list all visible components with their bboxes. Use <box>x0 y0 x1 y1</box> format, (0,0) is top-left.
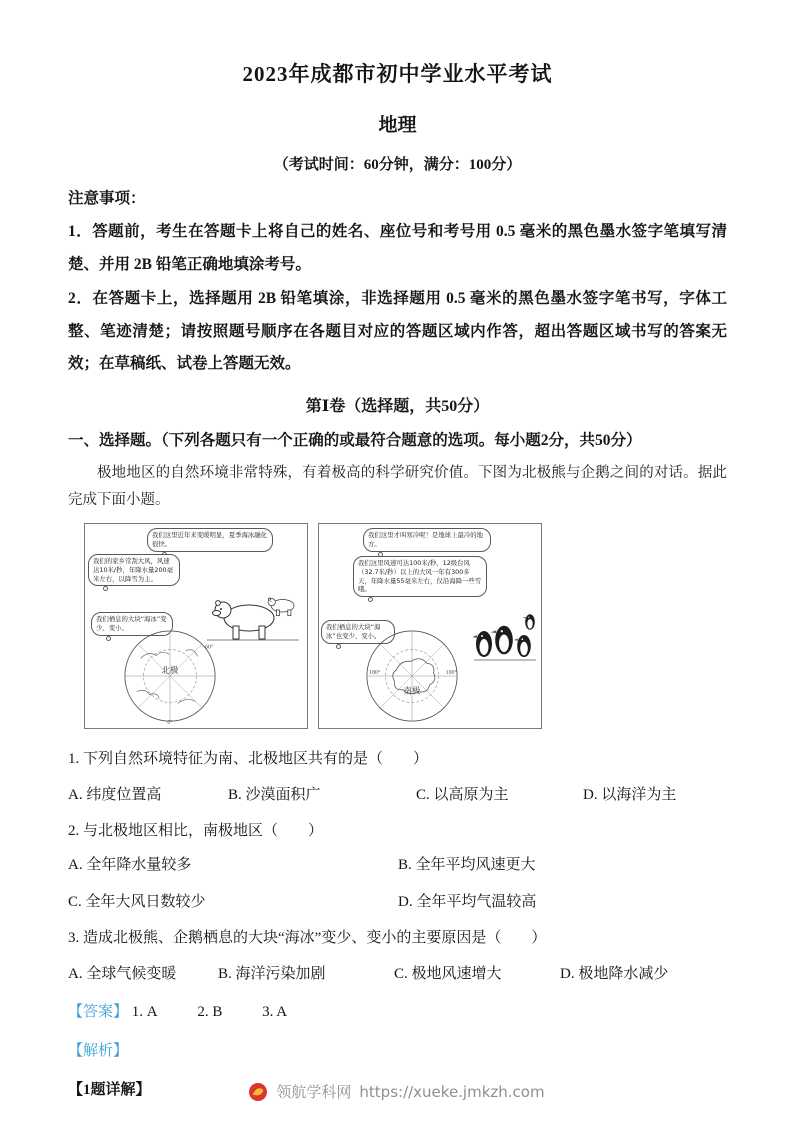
answer-item-1: 1. A <box>131 1004 158 1021</box>
question-2-stem: 2. 与北极地区相比，南极地区（ ） <box>68 823 324 840</box>
option-3a: A. 全球气候变暖 <box>68 966 177 983</box>
speech-bubble: 我们栖息的大块“海冰”也变少、变小。 <box>321 620 395 643</box>
footer-site-url[interactable]: https://xueke.jmkzh.com <box>359 1082 545 1101</box>
answer-label: 【答案】 <box>68 1004 129 1021</box>
speech-bubble: 我们这里才叫寒冷呢！是地球上最冷的地方。 <box>363 528 491 551</box>
map-longitude-label: 100° <box>445 670 457 677</box>
question-1-stem: 1. 下列自然环境特征为南、北极地区共有的是（ ） <box>68 751 429 768</box>
option-3b: B. 海洋污染加剧 <box>218 966 326 983</box>
option-3c: C. 极地风速增大 <box>394 966 502 983</box>
figure-antarctic <box>318 523 542 729</box>
option-1a: A. 纬度位置高 <box>68 787 162 804</box>
penguin-icon <box>472 576 538 664</box>
option-1c: C. 以高原为主 <box>416 787 509 804</box>
figure-arctic <box>84 523 308 729</box>
option-1d: D. 以海洋为主 <box>583 787 677 804</box>
map-center-label: 南极 <box>403 687 421 697</box>
speech-bubble: 我们的家乡常刮大风，风速达10米/秒，年降水量200毫米左右，以降雪为主。 <box>88 554 180 586</box>
map-center-label: 北极 <box>161 666 179 676</box>
analysis-label: 【解析】 <box>68 1043 129 1060</box>
detail-heading: 【1题详解】 <box>68 1082 151 1099</box>
section-instructions: 一、选择题。（下列各题只有一个正确的或最符合题意的选项。每小题2分，共50分） <box>68 431 642 449</box>
option-2a: A. 全年降水量较多 <box>68 857 192 874</box>
exam-title: 2023年成都市初中学业水平考试 <box>242 62 553 86</box>
map-longitude-label: 0° <box>167 720 173 727</box>
answer-item-2: 2. B <box>197 1004 223 1021</box>
speech-bubble: 我们这里近年来变暖明显，夏季海冰融化很快。 <box>147 528 273 551</box>
site-logo-icon <box>248 1082 268 1102</box>
question-2-options <box>68 853 727 911</box>
option-1b: B. 沙漠面积广 <box>228 787 321 804</box>
option-2d: D. 全年平均气温较高 <box>398 894 537 911</box>
question-3-options <box>68 962 727 983</box>
analysis-line <box>68 1039 727 1060</box>
footer-site-name: 领航学科网 <box>276 1083 352 1101</box>
answer-item-3: 3. A <box>262 1004 288 1021</box>
speech-bubble: 我们栖息的大块“海冰”变少、变小。 <box>91 612 173 635</box>
map-longitude-label: 180° <box>369 670 381 677</box>
option-3d: D. 极地降水减少 <box>560 966 669 983</box>
antarctic-map <box>361 625 463 727</box>
question-3-stem: 3. 造成北极熊、企鹅栖息的大块“海冰”变少、变小的主要原因是（ ） <box>68 930 547 947</box>
site-footer <box>0 1081 793 1102</box>
section-title: 第Ⅰ卷（选择题，共50分） <box>305 397 490 415</box>
speech-bubble: 我们这里风速可达100米/秒，12级台风（32.7米/秒）以上的大风一年有300多天，年降水量55毫米左右，仅沿海降一些雪哦。 <box>353 556 487 597</box>
subject-title: 地理 <box>378 115 417 136</box>
map-longitude-label: 60° <box>205 644 214 651</box>
option-2b: B. 全年平均风速更大 <box>398 857 536 874</box>
question-1-options <box>68 783 727 804</box>
notes-header: 注意事项： <box>68 190 146 207</box>
note-item-2: 2．在答题卡上，选择题用 2B 铅笔填涂，非选择题用 0.5 毫米的黑色墨水签字笔书写，字体工整、笔迹清楚；请按照题号顺序在各题目对应的答题区域内作答，超出答题区域书写的答案无效；在草稿纸、试卷上答题无效。 <box>68 290 727 373</box>
answer-line <box>68 1000 727 1021</box>
note-item-1: 1．答题前，考生在答题卡上将自己的姓名、座位号和考号用 0.5 毫米的黑色墨水签字笔填写清楚、并用 2B 铅笔正确地填涂考号。 <box>68 223 727 273</box>
exam-info: （考试时间：60分钟，满分：100分） <box>273 157 522 173</box>
figure-row <box>84 523 727 729</box>
arctic-map <box>119 625 221 727</box>
option-2c: C. 全年大风日数较少 <box>68 894 206 911</box>
passage-text: 极地地区的自然环境非常特殊，有着极高的科学研究价值。下图为北极熊与企鹅之间的对话。据此完成下面小题。 <box>68 464 727 508</box>
